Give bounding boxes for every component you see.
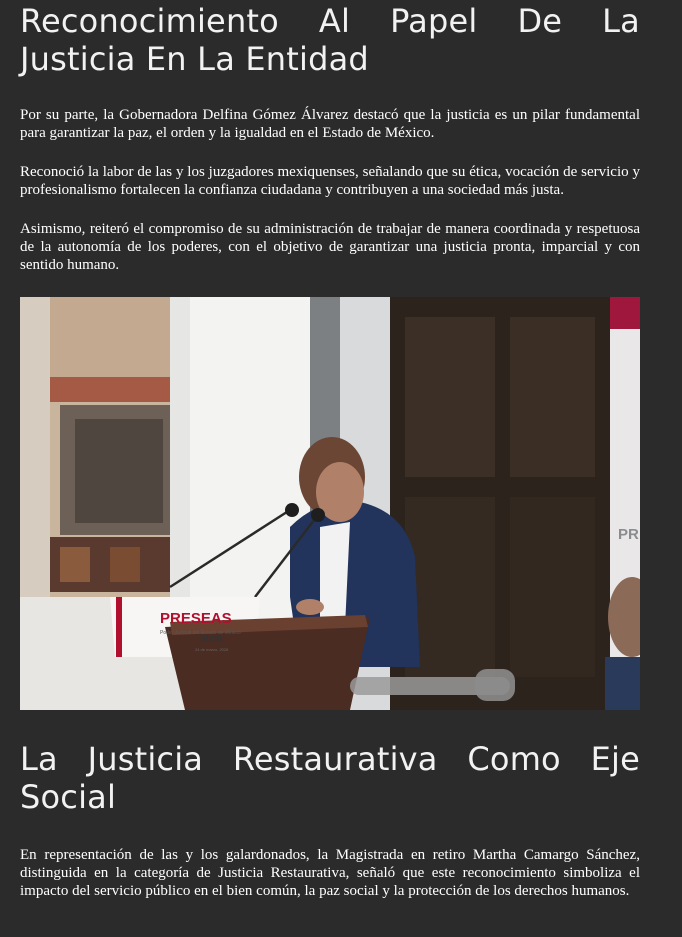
podium-title: PRESEAS [160,610,232,627]
banner-text: PR [618,526,639,543]
paragraph: Reconoció la labor de las y los juzgadores mexiquenses, señalando que su ética, vocación de servicio y profesionalismo fortalecen la confianza ciudadana y contribuyen a una sociedad más justa. [20,164,640,198]
section-heading-reconocimiento: Reconocimiento Al Papel De La Justicia En La Entidad [20,2,640,78]
paragraph: Por su parte, la Gobernadora Delfina Gómez Álvarez destacó que la justicia es un pilar fundamental para garantizar la paz, el orden y la igualdad en el Estado de México. [20,107,640,141]
paragraph: En representación de las y los galardonados, la Magistrada en retiro Martha Camargo Sánchez, distinguida en la categoría de Justicia Restaurativa, señaló que este reconocimiento simboliza el impacto del servicio público en el bien común, la paz social y la protección de los derechos humanos. [20,847,640,899]
article-photo [20,297,640,710]
podium-year: 2026 [200,634,223,645]
podium-date: 24 de marzo, 2026 [195,647,229,652]
paragraph: Asimismo, reiteró el compromiso de su administración de trabajar de manera coordinada y respetuosa de la autonomía de los poderes, con el objetivo de garantizar una justicia pronta, imparcial y con sentido humano. [20,221,640,273]
podium-subtitle: Poder Judicial del Estado de México [160,630,241,636]
section-heading-justicia-restaurativa: La Justicia Restaurativa Como Eje Social [20,740,640,816]
article [20,0,640,900]
photo-illustration [20,297,640,710]
